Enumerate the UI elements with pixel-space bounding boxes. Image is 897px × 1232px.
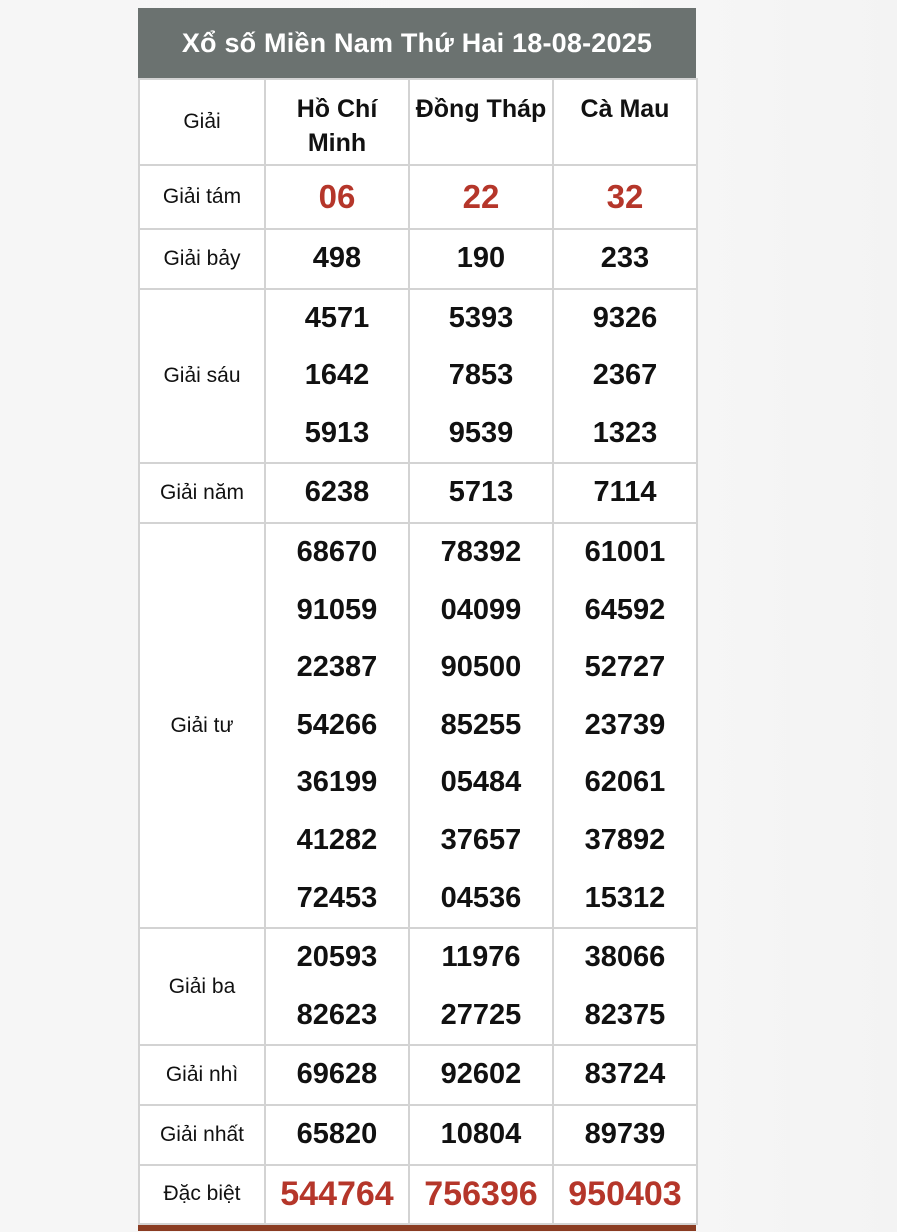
result-number: 10804: [440, 1117, 522, 1150]
prize-label: Giải năm: [139, 463, 265, 523]
result-number: 90500: [440, 651, 522, 684]
result-number: 91059: [296, 593, 378, 626]
result-number: 32: [606, 178, 644, 216]
result-number: 11976: [441, 941, 521, 974]
result-number: 72453: [296, 881, 378, 914]
result-number: 68670: [296, 535, 378, 568]
bottom-border-strip: [138, 1225, 696, 1231]
prize-label: Giải sáu: [139, 289, 265, 464]
prize-label: Giải bảy: [139, 229, 265, 289]
prize-row-giai-tu: [139, 523, 697, 928]
result-number: 22: [462, 178, 500, 216]
prize-row-giai-nhat: [139, 1105, 697, 1165]
result-number: 64592: [584, 593, 666, 626]
province-header-dong-thap[interactable]: Đồng Tháp: [409, 79, 553, 165]
result-number: 2367: [592, 359, 658, 392]
prize-label: Đặc biệt: [139, 1165, 265, 1225]
result-number: 7114: [593, 476, 657, 509]
result-number: 23739: [584, 708, 666, 741]
result-number: 06: [318, 178, 356, 216]
result-cell-dong-thap: [409, 289, 553, 464]
result-number: 233: [600, 242, 650, 274]
results-title: Xổ số Miền Nam Thứ Hai 18-08-2025: [138, 8, 696, 78]
result-cell-ca-mau: [553, 229, 697, 289]
result-cell-ho-chi-minh: [265, 463, 409, 523]
prize-row-giai-sau: [139, 289, 697, 464]
result-number: 37892: [584, 823, 666, 856]
result-cell-ho-chi-minh: [265, 165, 409, 229]
result-number: 15312: [584, 881, 666, 914]
result-cell-dong-thap: [409, 229, 553, 289]
result-number: 85255: [440, 708, 522, 741]
results-body: [139, 165, 697, 1224]
result-cell-ca-mau: [553, 928, 697, 1045]
prize-row-giai-nam: [139, 463, 697, 523]
result-number: 54266: [296, 708, 378, 741]
lottery-results-card: [138, 8, 696, 1231]
result-number: 92602: [440, 1058, 522, 1091]
result-number: 20593: [296, 941, 378, 974]
result-number: 27725: [440, 998, 522, 1031]
result-cell-ho-chi-minh: [265, 523, 409, 928]
result-cell-ca-mau: [553, 1045, 697, 1105]
prize-label: Giải nhất: [139, 1105, 265, 1165]
province-header-ca-mau[interactable]: Cà Mau: [553, 79, 697, 165]
result-cell-ca-mau: [553, 523, 697, 928]
result-number: 756396: [424, 1174, 538, 1213]
result-number: 05484: [440, 766, 522, 799]
prize-label: Giải nhì: [139, 1045, 265, 1105]
prize-row-giai-nhi: [139, 1045, 697, 1105]
prize-label: Giải ba: [139, 928, 265, 1045]
result-number: 83724: [584, 1058, 666, 1091]
result-number: 498: [312, 242, 362, 274]
result-cell-ho-chi-minh: [265, 1165, 409, 1225]
result-number: 36199: [296, 766, 378, 799]
result-number: 9539: [448, 416, 514, 449]
result-number: 5713: [448, 476, 514, 509]
table-header-row: [139, 79, 697, 165]
result-number: 22387: [296, 651, 378, 684]
province-header-ho-chi-minh[interactable]: Hồ Chí Minh: [265, 79, 409, 165]
result-cell-ho-chi-minh: [265, 1045, 409, 1105]
result-cell-ca-mau: [553, 1165, 697, 1225]
result-number: 61001: [584, 535, 666, 568]
prize-row-giai-ba: [139, 928, 697, 1045]
result-cell-ho-chi-minh: [265, 289, 409, 464]
result-number: 1642: [304, 359, 370, 392]
result-number: 62061: [584, 766, 666, 799]
result-number: 1323: [592, 416, 658, 449]
result-number: 9326: [592, 301, 658, 334]
result-cell-ho-chi-minh: [265, 1105, 409, 1165]
result-number: 4571: [304, 301, 370, 334]
result-cell-dong-thap: [409, 165, 553, 229]
result-cell-ca-mau: [553, 289, 697, 464]
result-number: 38066: [584, 941, 666, 974]
result-number: 04536: [440, 881, 522, 914]
prize-row-giai-tam: [139, 165, 697, 229]
result-number: 52727: [584, 651, 666, 684]
result-cell-ca-mau: [553, 463, 697, 523]
result-number: 78392: [440, 535, 522, 568]
result-number: 82375: [584, 998, 666, 1031]
prize-label: Giải tám: [139, 165, 265, 229]
result-cell-ho-chi-minh: [265, 928, 409, 1045]
prize-label: Giải tư: [139, 523, 265, 928]
result-cell-dong-thap: [409, 523, 553, 928]
result-number: 04099: [440, 593, 522, 626]
results-table: [138, 78, 698, 1225]
result-cell-ho-chi-minh: [265, 229, 409, 289]
result-number: 544764: [280, 1174, 394, 1213]
result-cell-dong-thap: [409, 463, 553, 523]
result-number: 89739: [584, 1117, 666, 1150]
result-number: 65820: [296, 1117, 378, 1150]
result-cell-dong-thap: [409, 1165, 553, 1225]
result-number: 41282: [296, 823, 378, 856]
result-number: 950403: [568, 1174, 682, 1213]
result-cell-ca-mau: [553, 1105, 697, 1165]
result-cell-dong-thap: [409, 1105, 553, 1165]
prize-column-header: Giải: [139, 79, 265, 165]
result-number: 7853: [448, 359, 514, 392]
result-number: 5393: [448, 301, 514, 334]
result-number: 5913: [304, 416, 370, 449]
result-number: 190: [456, 242, 506, 274]
result-cell-dong-thap: [409, 928, 553, 1045]
prize-row-dac-biet: [139, 1165, 697, 1225]
result-number: 82623: [296, 998, 378, 1031]
result-number: 37657: [440, 823, 522, 856]
result-cell-dong-thap: [409, 1045, 553, 1105]
result-number: 6238: [304, 476, 370, 509]
result-number: 69628: [296, 1058, 378, 1091]
prize-row-giai-bay: [139, 229, 697, 289]
result-cell-ca-mau: [553, 165, 697, 229]
